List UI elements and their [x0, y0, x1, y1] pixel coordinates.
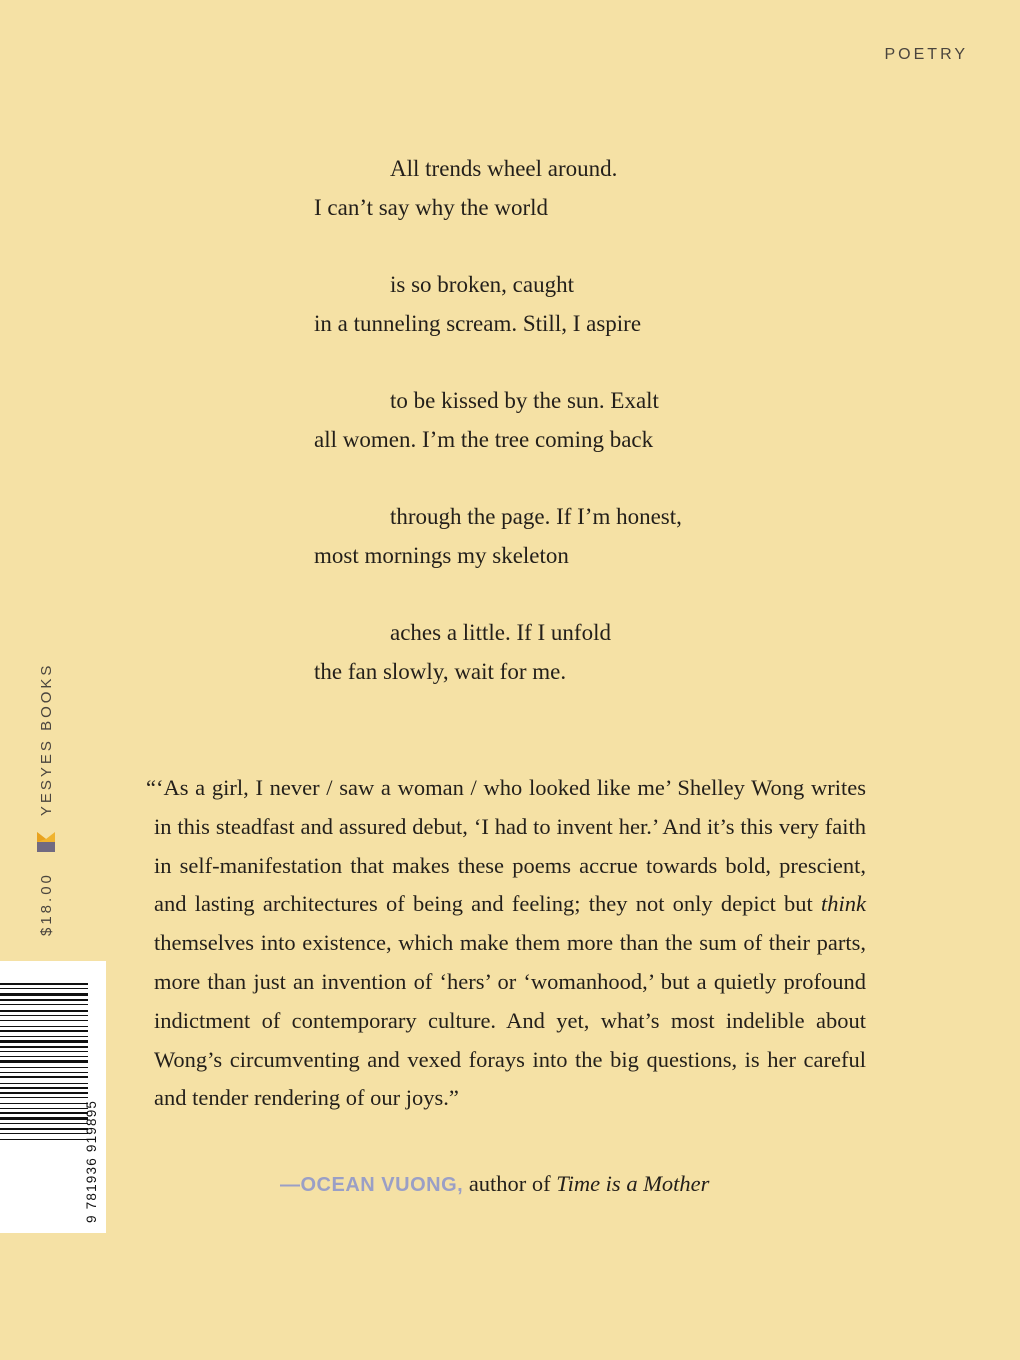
spine-strip — [32, 646, 60, 936]
attribution-prefix: author of — [463, 1171, 557, 1196]
attribution-name: —OCEAN VUONG, — [280, 1174, 464, 1196]
poem-stanza — [314, 150, 874, 227]
poem-line: All trends wheel around. — [390, 156, 618, 181]
spine-text — [32, 646, 60, 936]
poem-line: the fan slowly, wait for me. — [314, 658, 567, 684]
yesyes-flag-logo-icon — [34, 830, 58, 854]
blurb-text-part: “‘As a girl, I never / saw a woman / who looked like me’ Shelley Wong writes in this steadfast and assured debut, ‘I had to invent her.’ And it’s this very faith in self-manifestation that makes these poems accrue towards bold, prescient, and lasting architectures of being and feeling; they not only depict but — [146, 775, 866, 917]
attribution-book-title: Time is a Mother — [556, 1171, 710, 1196]
poem-line: is so broken, caught — [390, 272, 574, 298]
poem-line: most mornings my skeleton — [314, 542, 569, 568]
blurb-attribution — [280, 1171, 709, 1197]
poem-line: through the page. If I’m honest, — [390, 504, 682, 530]
poem-stanza — [314, 266, 874, 343]
poem-line: I can’t say why the world — [314, 194, 548, 220]
poem-stanza — [314, 614, 874, 691]
price-label: $18.00 — [37, 872, 55, 936]
poem — [314, 150, 874, 730]
genre-label: POETRY — [884, 46, 968, 63]
poem-line: aches a little. If I unfold — [390, 620, 611, 646]
poem-line: to be kissed by the sun. Exalt — [390, 388, 659, 414]
poem-line: all women. I’m the tree coming back — [314, 426, 654, 452]
blurb-quote — [146, 769, 866, 1118]
poem-stanza — [314, 382, 874, 459]
poem-stanza — [314, 498, 874, 575]
isbn-number: 9 781936 919895 — [84, 1099, 99, 1223]
poem-line: in a tunneling scream. Still, I aspire — [314, 310, 642, 336]
blurb-italic-word: think — [821, 891, 866, 917]
isbn-barcode — [0, 961, 106, 1233]
blurb-text-part: themselves into existence, which make them more than the sum of their parts, more than just an invention of ‘hers’ or ‘womanhood,’ but a quietly profound indictment of contemporary culture. And yet, what’s most indelible about Wong’s circumventing and vexed forays into the big questions, is her careful and tender rendering of our joys.” — [154, 930, 866, 1111]
publisher-label: YESYES BOOKS — [37, 662, 55, 817]
